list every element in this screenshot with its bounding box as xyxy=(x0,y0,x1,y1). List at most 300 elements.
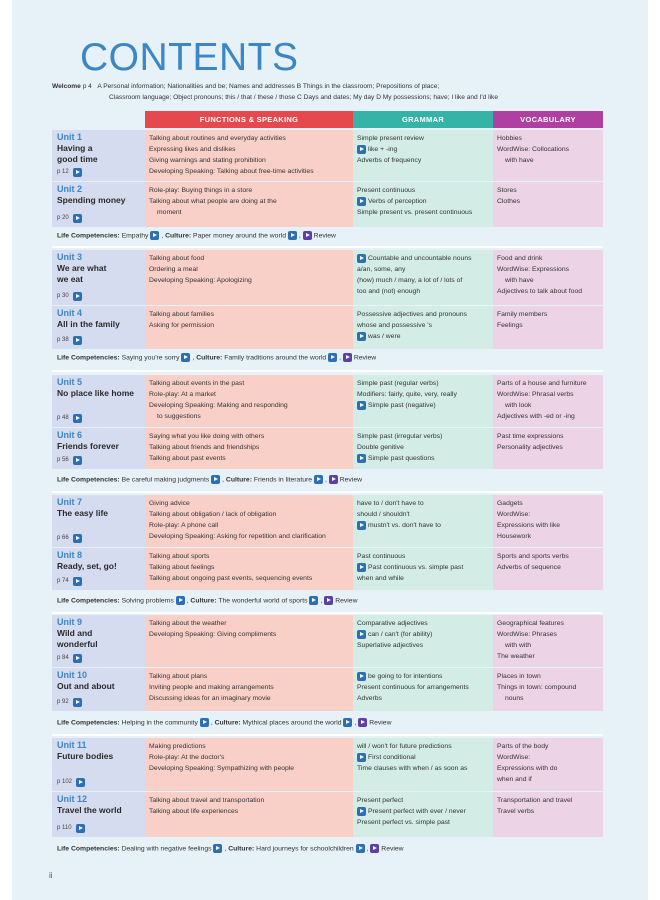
grammar-item xyxy=(357,629,489,640)
play-icon[interactable] xyxy=(73,577,82,586)
review-icon[interactable] xyxy=(343,353,352,362)
unit-cell[interactable] xyxy=(52,375,145,427)
unit-number: Unit 4 xyxy=(57,308,83,318)
functions-cell xyxy=(145,792,353,837)
unit-title: Friends forever xyxy=(57,441,119,451)
text: have to / don't have to xyxy=(357,500,424,507)
grammar-item xyxy=(357,682,489,693)
functions-cell xyxy=(145,428,353,469)
vocabulary-item xyxy=(497,774,599,785)
text: Role-play: Buying things in a store xyxy=(149,187,253,194)
functions-item xyxy=(149,196,349,207)
text: Simple past (irregular verbs) xyxy=(357,433,443,440)
welcome-line-1: A Personal information; Nationalities and be; Names and addresses B Things in the classroom; Prepositions of place; xyxy=(97,83,440,90)
text: Adverbs of sequence xyxy=(497,564,561,571)
vocabulary-item xyxy=(497,411,599,422)
life-competency: Helping in the community xyxy=(121,719,200,727)
unit-row xyxy=(52,548,603,590)
unit-row xyxy=(52,738,603,791)
functions-item xyxy=(149,752,349,763)
text: WordWise: Phrasal verbs xyxy=(497,391,574,398)
text: Talking about what people are doing at the xyxy=(149,198,277,205)
unit-cell[interactable] xyxy=(52,306,145,349)
vocabulary-item xyxy=(497,389,599,400)
grammar-item xyxy=(357,551,489,562)
play-icon[interactable] xyxy=(73,168,82,177)
grammar-item xyxy=(357,133,489,144)
grammar-item xyxy=(357,817,489,828)
play-icon[interactable] xyxy=(211,475,220,484)
grammar-item xyxy=(357,509,489,520)
text: WordWise: Expressions xyxy=(497,266,570,273)
grammar-item xyxy=(357,498,489,509)
unit-row xyxy=(52,428,603,469)
text: Talking about routines and everyday activities xyxy=(149,135,286,142)
review-label: Review xyxy=(335,597,358,605)
life-competencies-line xyxy=(57,353,376,362)
unit-page-number: p 66 xyxy=(57,535,69,541)
review-icon[interactable] xyxy=(303,231,312,240)
unit-page xyxy=(57,291,84,302)
unit-row xyxy=(52,182,603,227)
play-icon[interactable] xyxy=(73,654,82,663)
separator: , xyxy=(324,476,329,484)
vocabulary-item xyxy=(497,275,599,286)
unit-cell[interactable] xyxy=(52,548,145,590)
text: Personality adjectives xyxy=(497,444,563,451)
grammar-item xyxy=(357,309,489,320)
unit-cell[interactable] xyxy=(52,738,145,791)
text: Talking about the weather xyxy=(149,620,227,627)
unit-page-number: p 56 xyxy=(57,457,69,463)
grammar-cell xyxy=(353,130,493,181)
text: Travel verbs xyxy=(497,808,535,815)
separator: , xyxy=(161,232,166,240)
vocabulary-item xyxy=(497,309,599,320)
functions-item xyxy=(149,400,349,411)
text: be going to for intentions xyxy=(368,673,443,680)
text: Talking about feelings xyxy=(149,564,215,571)
culture-label: Culture: xyxy=(225,476,254,484)
vocabulary-item xyxy=(497,752,599,763)
grammar-item xyxy=(357,671,489,682)
vocabulary-item xyxy=(497,640,599,651)
text: Adjectives to talk about food xyxy=(497,288,583,295)
vocabulary-item xyxy=(497,763,599,774)
play-icon[interactable] xyxy=(357,401,366,410)
play-icon[interactable] xyxy=(357,753,366,762)
play-icon[interactable] xyxy=(343,718,352,727)
life-competencies-label: Life Competencies: xyxy=(57,232,122,240)
page-title: CONTENTS xyxy=(80,36,299,79)
play-icon[interactable] xyxy=(181,353,190,362)
review-label: Review xyxy=(313,232,336,240)
unit-title: Out and about xyxy=(57,681,115,691)
grammar-item xyxy=(357,806,489,817)
grammar-item xyxy=(357,185,489,196)
unit-title: Ready, set, go! xyxy=(57,561,117,571)
play-icon[interactable] xyxy=(288,231,297,240)
unit-number: Unit 10 xyxy=(57,670,88,680)
review-label: Review xyxy=(381,845,404,853)
vocabulary-item xyxy=(497,400,599,411)
play-icon[interactable] xyxy=(357,672,366,681)
text: when and if xyxy=(497,776,532,783)
unit-page xyxy=(57,455,84,466)
grammar-item xyxy=(357,264,489,275)
unit-number: Unit 12 xyxy=(57,794,88,804)
text: too and (not) enough xyxy=(357,288,421,295)
text: Clothes xyxy=(497,198,521,205)
text: Food and drink xyxy=(497,255,543,262)
life-competency: Be careful making judgments xyxy=(121,476,212,484)
unit-title: Future bodies xyxy=(57,751,114,761)
grammar-item xyxy=(357,431,489,442)
functions-item xyxy=(149,309,349,320)
unit-title: good time xyxy=(57,154,98,164)
unit-page-number: p 102 xyxy=(57,779,73,785)
functions-item xyxy=(149,509,349,520)
text: Stores xyxy=(497,187,517,194)
section-divider xyxy=(52,370,603,372)
grammar-cell xyxy=(353,182,493,227)
grammar-item xyxy=(357,741,489,752)
text: Talking about past events xyxy=(149,455,226,462)
play-icon[interactable] xyxy=(213,844,222,853)
vocabulary-item xyxy=(497,520,599,531)
text: Developing Speaking: Apologizing xyxy=(149,277,252,284)
life-competency: Solving problems xyxy=(121,597,176,605)
vocabulary-item xyxy=(497,531,599,542)
unit-page xyxy=(57,213,84,224)
text: Talking about friends and friendships xyxy=(149,444,260,451)
grammar-cell xyxy=(353,250,493,305)
grammar-item xyxy=(357,763,489,774)
text: Transportation and travel xyxy=(497,797,573,804)
grammar-cell xyxy=(353,615,493,667)
culture-label: Culture: xyxy=(165,232,194,240)
vocabulary-item xyxy=(497,286,599,297)
vocabulary-cell xyxy=(493,738,603,791)
play-icon[interactable] xyxy=(314,475,323,484)
grammar-item xyxy=(357,693,489,704)
text: Saying what you like doing with others xyxy=(149,433,265,440)
text: Things in town: compound xyxy=(497,684,577,691)
vocabulary-item xyxy=(497,442,599,453)
text: Ordering a meal xyxy=(149,266,198,273)
text: (how) much / many, a lot of / lots of xyxy=(357,277,463,284)
review-icon[interactable] xyxy=(324,596,333,605)
welcome-line-2: Classroom language; Object pronouns; this / that / these / those C Days and dates; My day D My possessions; have; I like and I'd like xyxy=(109,94,499,101)
play-icon[interactable] xyxy=(76,824,85,833)
welcome-page: p 4 xyxy=(82,83,92,90)
unit-title: we eat xyxy=(57,274,83,284)
text: Expressing likes and dislikes xyxy=(149,146,236,153)
functions-item xyxy=(149,618,349,629)
grammar-cell xyxy=(353,548,493,590)
grammar-item xyxy=(357,795,489,806)
functions-item xyxy=(149,144,349,155)
text: Geographical features xyxy=(497,620,564,627)
review-icon[interactable] xyxy=(370,844,379,853)
play-icon[interactable] xyxy=(150,231,159,240)
text: Giving advice xyxy=(149,500,190,507)
play-icon[interactable] xyxy=(76,778,85,787)
text: Asking for permission xyxy=(149,322,214,329)
life-competencies-line xyxy=(57,596,357,605)
grammar-cell xyxy=(353,668,493,711)
grammar-item xyxy=(357,389,489,400)
unit-cell[interactable] xyxy=(52,428,145,469)
grammar-cell xyxy=(353,375,493,427)
unit-number: Unit 8 xyxy=(57,550,83,560)
unit-row xyxy=(52,375,603,427)
grammar-item xyxy=(357,320,489,331)
functions-item xyxy=(149,763,349,774)
unit-cell[interactable] xyxy=(52,250,145,305)
play-icon[interactable] xyxy=(357,563,366,572)
unit-page-number: p 110 xyxy=(57,825,72,831)
grammar-item xyxy=(357,253,489,264)
text: Talking about food xyxy=(149,255,205,262)
culture-label: Culture: xyxy=(190,597,219,605)
functions-item xyxy=(149,264,349,275)
life-competencies-label: Life Competencies: xyxy=(57,719,122,727)
play-icon[interactable] xyxy=(357,454,366,463)
vocabulary-cell xyxy=(493,375,603,427)
text: with look xyxy=(505,402,532,409)
grammar-item xyxy=(357,144,489,155)
text: Simple present review xyxy=(357,135,424,142)
text: Comparative adjectives xyxy=(357,620,428,627)
functions-cell xyxy=(145,250,353,305)
play-icon[interactable] xyxy=(73,214,82,223)
text: Talking about ongoing past events, sequencing events xyxy=(149,575,313,582)
unit-row xyxy=(52,495,603,547)
vocabulary-item xyxy=(497,320,599,331)
review-label: Review xyxy=(353,354,377,362)
text: Talking about plans xyxy=(149,673,208,680)
text: WordWise: Phrases xyxy=(497,631,557,638)
unit-page-number: p 48 xyxy=(57,415,69,421)
unit-cell[interactable] xyxy=(52,130,145,181)
unit-page-number: p 30 xyxy=(57,293,69,299)
header-functions: FUNCTIONS & SPEAKING xyxy=(145,111,353,128)
functions-item xyxy=(149,207,349,218)
life-competency: Dealing with negative feelings xyxy=(121,845,214,853)
unit-page xyxy=(57,167,84,178)
text: should / shouldn't xyxy=(357,511,410,518)
text: Modifiers: fairly, quite, very, really xyxy=(357,391,457,398)
unit-page-number: p 84 xyxy=(57,655,69,661)
text: Present perfect xyxy=(357,797,404,804)
text: Verbs of perception xyxy=(368,198,427,205)
grammar-cell xyxy=(353,428,493,469)
unit-number: Unit 5 xyxy=(57,377,83,387)
play-icon[interactable] xyxy=(176,596,185,605)
play-icon[interactable] xyxy=(73,414,82,423)
grammar-item xyxy=(357,453,489,464)
play-icon[interactable] xyxy=(357,197,366,206)
grammar-item xyxy=(357,378,489,389)
vocabulary-cell xyxy=(493,668,603,711)
unit-page xyxy=(57,823,87,834)
grammar-item xyxy=(357,196,489,207)
play-icon[interactable] xyxy=(357,254,366,263)
text: with with xyxy=(505,642,532,649)
text: was / were xyxy=(368,333,401,340)
text: whose and possessive 's xyxy=(357,322,432,329)
unit-cell[interactable] xyxy=(52,495,145,547)
play-icon[interactable] xyxy=(356,844,365,853)
vocabulary-item xyxy=(497,629,599,640)
unit-page-number: p 74 xyxy=(57,578,69,584)
vocabulary-cell xyxy=(493,548,603,590)
functions-item xyxy=(149,806,349,817)
text: WordWise: xyxy=(497,754,531,761)
vocabulary-cell xyxy=(493,306,603,349)
review-icon[interactable] xyxy=(358,718,367,727)
text: mustn't vs. don't have to xyxy=(368,522,441,529)
functions-item xyxy=(149,275,349,286)
text: Places in town xyxy=(497,673,541,680)
functions-item xyxy=(149,320,349,331)
unit-page-number: p 92 xyxy=(57,699,69,705)
play-icon[interactable] xyxy=(309,596,318,605)
functions-item xyxy=(149,498,349,509)
text: Simple past questions xyxy=(368,455,435,462)
play-icon[interactable] xyxy=(328,353,337,362)
grammar-cell xyxy=(353,738,493,791)
vocabulary-item xyxy=(497,551,599,562)
play-icon[interactable] xyxy=(73,698,82,707)
unit-title: We are what xyxy=(57,263,107,273)
play-icon[interactable] xyxy=(357,145,366,154)
unit-cell[interactable] xyxy=(52,668,145,711)
life-competencies-line xyxy=(57,718,391,727)
vocabulary-item xyxy=(497,264,599,275)
life-competencies-label: Life Competencies: xyxy=(57,354,122,362)
text: Past time expressions xyxy=(497,433,564,440)
functions-item xyxy=(149,562,349,573)
text: Developing Speaking: Making and responding xyxy=(149,402,288,409)
functions-item xyxy=(149,531,349,542)
section-divider xyxy=(52,491,603,493)
functions-cell xyxy=(145,668,353,711)
unit-row xyxy=(52,250,603,305)
separator: , xyxy=(192,354,197,362)
functions-item xyxy=(149,389,349,400)
text: Sports and sports verbs xyxy=(497,553,569,560)
unit-cell[interactable] xyxy=(52,615,145,667)
separator: , xyxy=(320,597,325,605)
play-icon[interactable] xyxy=(73,292,82,301)
life-competencies-line xyxy=(57,475,362,484)
play-icon[interactable] xyxy=(357,521,366,530)
unit-title: Travel the world xyxy=(57,805,122,815)
play-icon[interactable] xyxy=(357,807,366,816)
play-icon[interactable] xyxy=(73,534,82,543)
unit-title: No place like home xyxy=(57,388,134,398)
grammar-item xyxy=(357,618,489,629)
vocabulary-item xyxy=(497,498,599,509)
vocabulary-item xyxy=(497,185,599,196)
play-icon[interactable] xyxy=(357,630,366,639)
welcome-label: Welcome xyxy=(52,83,81,90)
life-competencies-label: Life Competencies: xyxy=(57,597,122,605)
text: Hobbies xyxy=(497,135,522,142)
unit-page-number: p 38 xyxy=(57,337,69,343)
functions-item xyxy=(149,253,349,264)
culture-topic: Mythical places around the world xyxy=(242,719,344,727)
culture-topic: The wonderful world of sports xyxy=(218,597,310,605)
grammar-item xyxy=(357,562,489,573)
unit-title: Wild and xyxy=(57,628,93,638)
functions-cell xyxy=(145,495,353,547)
unit-row xyxy=(52,130,603,181)
culture-label: Culture: xyxy=(196,354,225,362)
functions-cell xyxy=(145,615,353,667)
section-divider xyxy=(52,612,603,614)
grammar-item xyxy=(357,286,489,297)
life-competencies-line xyxy=(57,231,336,240)
unit-cell[interactable] xyxy=(52,182,145,227)
text: Giving warnings and stating prohibition xyxy=(149,157,266,164)
vocabulary-cell xyxy=(493,182,603,227)
functions-item xyxy=(149,166,349,177)
text: Making predictions xyxy=(149,743,206,750)
text: Talking about events in the past xyxy=(149,380,245,387)
text: Housework xyxy=(497,533,531,540)
functions-item xyxy=(149,741,349,752)
vocabulary-item xyxy=(497,741,599,752)
unit-page xyxy=(57,335,84,346)
functions-cell xyxy=(145,548,353,590)
text: like + -ing xyxy=(368,146,398,153)
text: Past continuous xyxy=(357,553,406,560)
functions-cell xyxy=(145,306,353,349)
play-icon[interactable] xyxy=(73,456,82,465)
vocabulary-item xyxy=(497,378,599,389)
vocabulary-item xyxy=(497,693,599,704)
grammar-cell xyxy=(353,495,493,547)
unit-title: Having a xyxy=(57,143,93,153)
play-icon[interactable] xyxy=(73,336,82,345)
text: Developing Speaking: Asking for repetition and clarification xyxy=(149,533,326,540)
unit-row xyxy=(52,615,603,667)
text: Family members xyxy=(497,311,548,318)
unit-number: Unit 11 xyxy=(57,740,87,750)
text: Expressions with like xyxy=(497,522,561,529)
functions-item xyxy=(149,629,349,640)
header-grammar: GRAMMAR xyxy=(353,111,493,128)
vocabulary-cell xyxy=(493,615,603,667)
functions-item xyxy=(149,693,349,704)
vocabulary-item xyxy=(497,618,599,629)
play-icon[interactable] xyxy=(200,718,209,727)
text: Parts of the body xyxy=(497,743,549,750)
play-icon[interactable] xyxy=(357,332,366,341)
unit-number: Unit 1 xyxy=(57,132,83,142)
unit-cell[interactable] xyxy=(52,792,145,837)
functions-item xyxy=(149,155,349,166)
unit-number: Unit 3 xyxy=(57,252,83,262)
text: Superlative adjectives xyxy=(357,642,424,649)
text: Past continuous vs. simple past xyxy=(368,564,464,571)
review-icon[interactable] xyxy=(329,475,338,484)
functions-item xyxy=(149,671,349,682)
text: Talking about travel and transportation xyxy=(149,797,265,804)
